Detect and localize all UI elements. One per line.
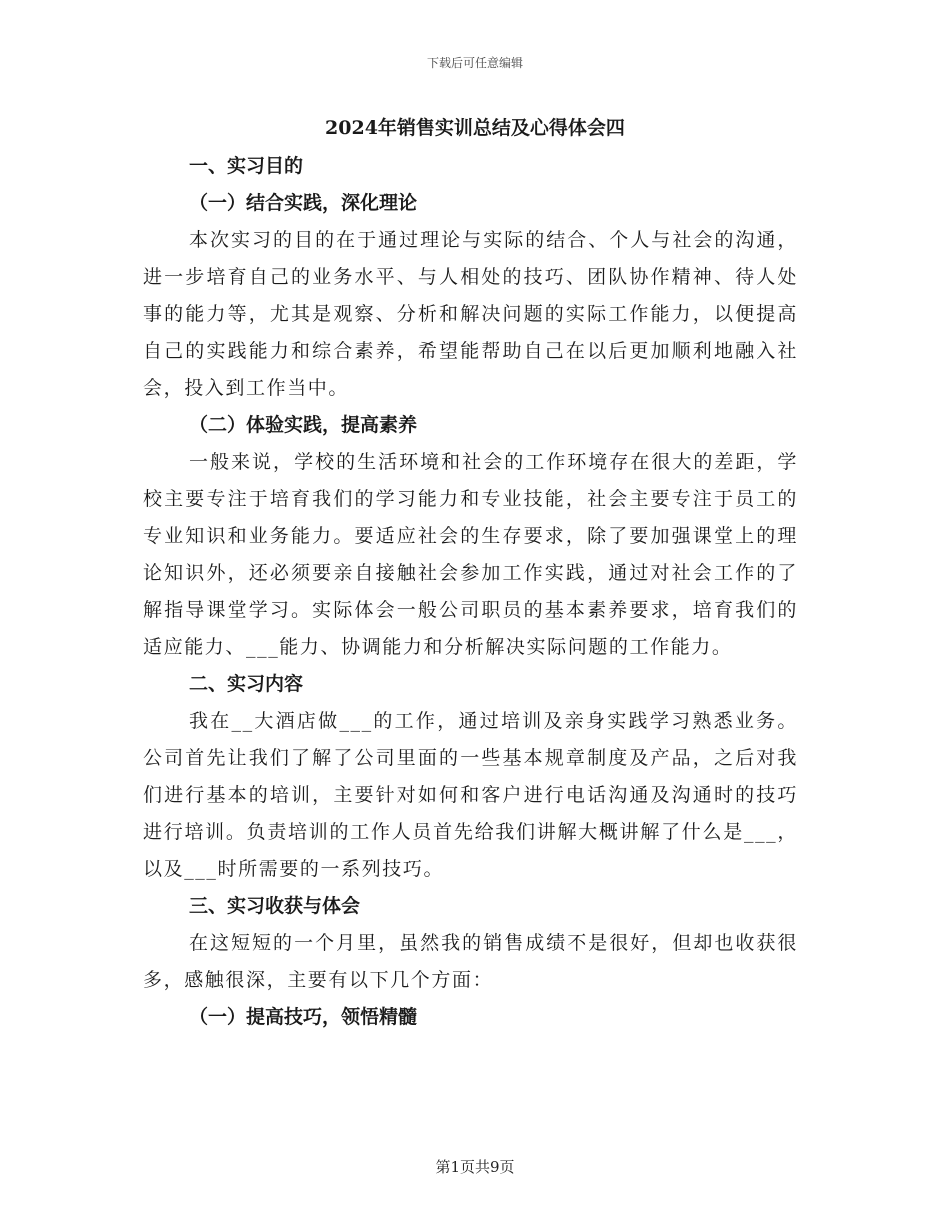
paragraph-experience: 一般来说，学校的生活环境和社会的工作环境存在很大的差距，学校主要专注于培育我们的学习能力和专业技能，社会主要专注于员工的专业知识和业务能力。要适应社会的生存要求，除了要加强课堂上的理论知识外，还必须要亲自接触社会参加工作实践，通过对社会工作的了解指导课堂学习。实际体会一般公司职员的基本素养要求，培育我们的适应能力、___能力、协调能力和分析解决实际问题的工作能力。	[143, 451, 798, 658]
document-title: 2024年销售实训总结及心得体会四	[325, 117, 625, 139]
document-body	[143, 148, 798, 1036]
paragraph-gains: 在这短短的一个月里，虽然我的销售成绩不是很好，但却也收获很多，感触很深，主要有以下几个方面：	[143, 932, 798, 991]
section-heading-gains: 三、实习收获与体会	[189, 895, 361, 917]
subsection-heading-quality: （二）体验实践，提高素养	[189, 414, 418, 436]
subsection-heading-theory: （一）结合实践，深化理论	[189, 192, 418, 214]
paragraph-purpose: 本次实习的目的在于通过理论与实际的结合、个人与社会的沟通，进一步培育自己的业务水平、与人相处的技巧、团队协作精神、待人处事的能力等，尤其是观察、分析和解决问题的实际工作能力，以便提高自己的实践能力和综合素养，希望能帮助自己在以后更加顺利地融入社会，投入到工作当中。	[143, 229, 798, 399]
paragraph-content: 我在__大酒店做___的工作，通过培训及亲身实践学习熟悉业务。公司首先让我们了解了公司里面的一些基本规章制度及产品，之后对我们进行基本的培训，主要针对如何和客户进行电话沟通及沟通时的技巧进行培训。负责培训的工作人员首先给我们讲解大概讲解了什么是___，以及___时所需要的一系列技巧。	[143, 710, 798, 880]
section-heading-purpose: 一、实习目的	[189, 155, 304, 177]
subsection-heading-skills: （一）提高技巧，领悟精髓	[189, 1006, 418, 1028]
page-header-note: 下载后可任意编辑	[426, 56, 523, 70]
page-number-footer: 第1页共9页	[435, 1158, 515, 1176]
section-heading-content: 二、实习内容	[189, 673, 304, 695]
